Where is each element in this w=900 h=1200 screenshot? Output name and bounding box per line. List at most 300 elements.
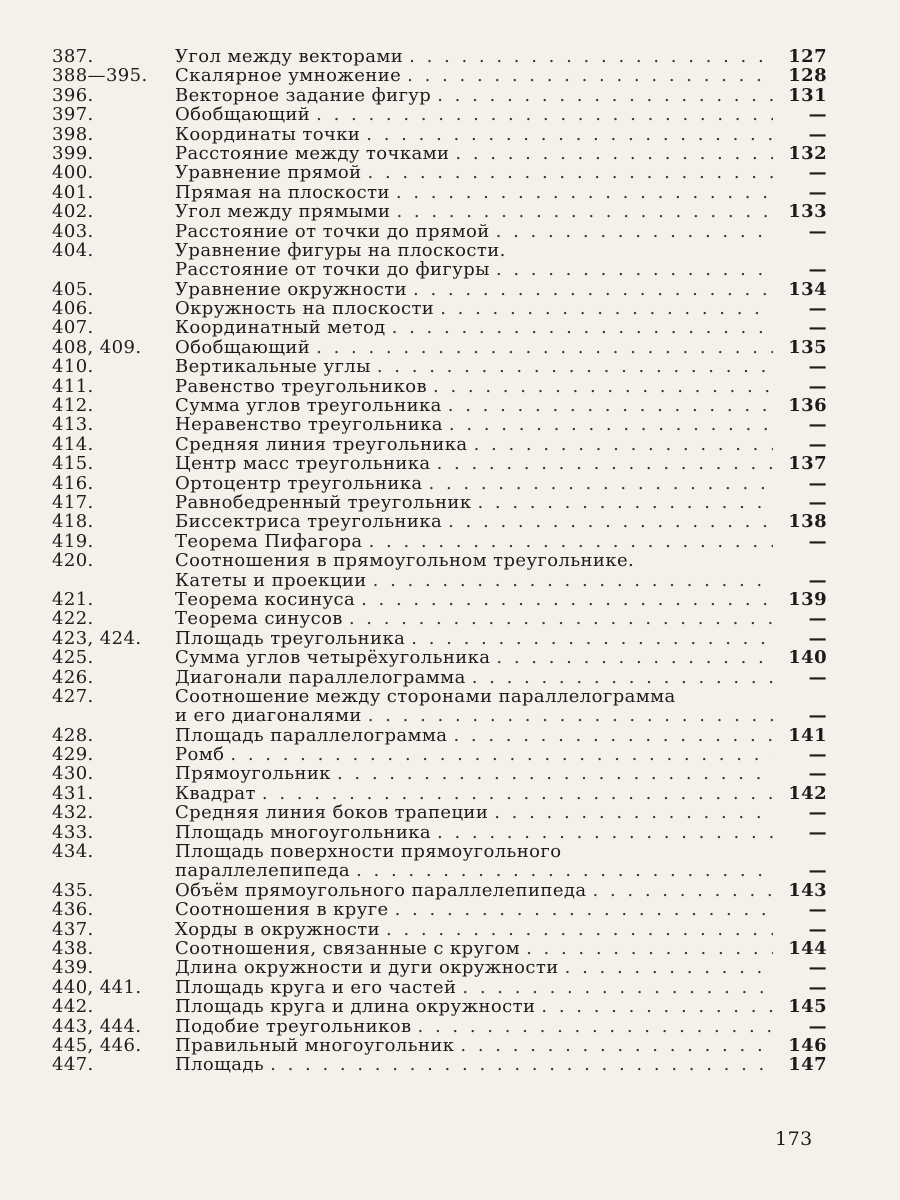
dot-leader: [448, 512, 773, 531]
toc-entry-title: Теорема синусов: [175, 608, 343, 630]
toc-entry: [52, 280, 827, 299]
toc-entry-body: [175, 318, 827, 337]
toc-entry-page: 138: [788, 511, 827, 533]
toc-entry-number: 412.: [52, 395, 94, 417]
dot-leader: [395, 900, 773, 919]
toc-entry-number: 419.: [52, 530, 94, 552]
toc-entry-body: [175, 1055, 827, 1074]
toc-entry-body: [175, 105, 827, 124]
toc-entry-number: 404.: [52, 239, 94, 261]
toc-entry-body: [175, 900, 827, 919]
toc-entry: [52, 125, 827, 144]
toc-entry-title: Объём прямоугольного параллелепипеда: [175, 879, 587, 901]
dot-leader: [437, 454, 773, 473]
dot-leader: [377, 357, 773, 376]
toc-entry: [52, 764, 827, 783]
toc-entry-number: 416.: [52, 472, 94, 494]
toc-entry-page: 137: [788, 453, 827, 475]
toc-entry-page: —: [808, 918, 827, 940]
toc-entry-page: 140: [788, 647, 827, 669]
toc-entry: [52, 745, 827, 764]
toc-entry-title: Диагонали параллелограмма: [175, 666, 466, 688]
toc-entry-title: Соотношение между сторонами параллелограмма: [175, 685, 676, 707]
toc-entry-page: —: [808, 181, 827, 203]
toc-entry: [52, 920, 827, 939]
toc-entry-number: 399.: [52, 142, 94, 164]
dot-leader: [437, 823, 773, 842]
toc-entry: [52, 1017, 827, 1036]
dot-leader: [449, 415, 773, 434]
toc-entry-body: [175, 260, 827, 279]
toc-entry: [52, 648, 827, 667]
toc-entry-body: [175, 241, 827, 260]
toc-entry-title: Неравенство треугольника: [175, 414, 443, 436]
toc-entry-page: —: [808, 356, 827, 378]
toc-entry-number: 418.: [52, 511, 94, 533]
page-number: 173: [775, 1128, 813, 1150]
toc-entry-body: [175, 1036, 827, 1055]
toc-entry: [52, 900, 827, 919]
dot-leader: [565, 958, 773, 977]
toc-entry-number: 434.: [52, 841, 94, 863]
toc-entry-number: 439.: [52, 957, 94, 979]
toc-entry: [52, 784, 827, 803]
toc-entry-title: Окружность на плоскости: [175, 298, 435, 320]
toc-entry-title: Уравнение прямой: [175, 162, 362, 184]
toc-entry-body: [175, 551, 827, 570]
toc-entry-number: 445, 446.: [52, 1034, 142, 1056]
toc-entry-number: 433.: [52, 821, 94, 843]
toc-entry-title: Сумма углов четырёхугольника: [175, 647, 491, 669]
toc-entry-body: [175, 144, 827, 163]
toc-entry-body: [175, 396, 827, 415]
toc-entry-page: —: [808, 627, 827, 649]
toc-entry-body: [175, 823, 827, 842]
toc-entry-page: 144: [788, 937, 827, 959]
dot-leader: [460, 1036, 773, 1055]
toc-entry-page: —: [808, 220, 827, 242]
toc-entry-title: Уравнение окружности: [175, 278, 408, 300]
toc-entry: [52, 939, 827, 958]
toc-entry-number: 403.: [52, 220, 94, 242]
toc-entry: [52, 532, 827, 551]
toc-entry-number: 426.: [52, 666, 94, 688]
toc-entry-number: 401.: [52, 181, 94, 203]
toc-entry-page: 142: [788, 782, 827, 804]
toc-entry-title: Расстояние от точки до прямой: [175, 220, 490, 242]
toc-entry-title: Ортоцентр треугольника: [175, 472, 423, 494]
toc-entry-title: Площадь поверхности прямоугольного: [175, 841, 562, 863]
toc-entry-body: [175, 435, 827, 454]
toc-entry-body: [175, 338, 827, 357]
toc-entry-body: [175, 920, 827, 939]
toc-entry-body: [175, 222, 827, 241]
dot-leader: [418, 1017, 773, 1036]
dot-leader: [411, 629, 773, 648]
toc-entry-title: Площадь: [175, 1054, 265, 1076]
dot-leader: [407, 66, 773, 85]
toc-entry-page: 141: [788, 724, 827, 746]
dot-leader: [361, 590, 773, 609]
toc-entry: [52, 881, 827, 900]
toc-entry-title: Теорема Пифагора: [175, 530, 363, 552]
dot-leader: [448, 396, 773, 415]
toc-entry-number: 442.: [52, 996, 94, 1018]
toc-entry-body: [175, 66, 827, 85]
toc-entry-number: 411.: [52, 375, 94, 397]
toc-entry-page: —: [808, 491, 827, 513]
toc-entry-body: [175, 842, 827, 861]
dot-leader: [437, 86, 773, 105]
dot-leader: [337, 764, 773, 783]
toc-entry-page: —: [808, 608, 827, 630]
toc-entry-number: 417.: [52, 491, 94, 513]
toc-entry-page: —: [808, 317, 827, 339]
toc-entry-number: 410.: [52, 356, 94, 378]
toc-entry-title: Соотношения, связанные с кругом: [175, 937, 521, 959]
toc-entry-body: [175, 687, 827, 706]
toc-entry-title: Расстояние между точками: [175, 142, 450, 164]
toc-entry-page: 135: [788, 336, 827, 358]
toc-entry-body: [175, 163, 827, 182]
toc-entry-body: [175, 590, 827, 609]
toc-entry: [52, 299, 827, 318]
toc-entry-number: 427.: [52, 685, 94, 707]
toc-entry-number: 402.: [52, 201, 94, 223]
toc-entry-title: Вертикальные углы: [175, 356, 371, 378]
dot-leader: [494, 803, 773, 822]
dot-leader: [474, 435, 773, 454]
toc-entry-body: [175, 183, 827, 202]
dot-leader: [396, 183, 773, 202]
dot-leader: [413, 280, 773, 299]
toc-entry-page: —: [808, 802, 827, 824]
toc-entry-page: 136: [788, 395, 827, 417]
toc-entry-body: [175, 377, 827, 396]
toc-entry-page: —: [808, 1015, 827, 1037]
toc-entry-page: 133: [788, 201, 827, 223]
toc-entry-page: 145: [788, 996, 827, 1018]
dot-leader: [462, 978, 773, 997]
dot-leader: [316, 105, 773, 124]
toc-entry-title: Равнобедренный треугольник: [175, 491, 472, 513]
toc-entry-title: Биссектриса треугольника: [175, 511, 443, 533]
toc-entry-title: Скалярное умножение: [175, 65, 402, 87]
toc-entry-number: 440, 441.: [52, 976, 142, 998]
toc-entry-body: [175, 958, 827, 977]
toc-entry-title: Соотношения в круге: [175, 899, 389, 921]
toc-entry-title: Равенство треугольников: [175, 375, 427, 397]
toc-entry-number: 421.: [52, 588, 94, 610]
toc-entry-title: Средняя линия треугольника: [175, 433, 468, 455]
toc-entry: [52, 1055, 827, 1074]
toc-entry-body: [175, 668, 827, 687]
toc-entry: [52, 842, 827, 861]
toc-entry-page: —: [808, 472, 827, 494]
toc-entry-title: Обобщающий: [175, 336, 311, 358]
dot-leader: [526, 939, 773, 958]
toc-entry-page: 128: [788, 65, 827, 87]
toc-entry-title: Сумма углов треугольника: [175, 395, 442, 417]
dot-leader: [368, 706, 773, 725]
toc-entry-title: Координаты точки: [175, 123, 361, 145]
toc-entry: [52, 474, 827, 493]
dot-leader: [409, 47, 773, 66]
toc-entry-title: Соотношения в прямоугольном треугольнике.: [175, 550, 635, 572]
toc-entry-number: 415.: [52, 453, 94, 475]
toc-entry: [52, 706, 827, 725]
toc-entry-title: Подобие треугольников: [175, 1015, 412, 1037]
toc-entry: [52, 823, 827, 842]
toc-entry-title: Теорема косинуса: [175, 588, 356, 610]
toc-entry: [52, 590, 827, 609]
toc-entry-page: —: [808, 569, 827, 591]
toc-entry-number: 388—395.: [52, 65, 148, 87]
toc-entry: [52, 377, 827, 396]
toc-entry-number: 432.: [52, 802, 94, 824]
toc-entry: [52, 609, 827, 628]
toc-entry: [52, 668, 827, 687]
toc-entry-number: 422.: [52, 608, 94, 630]
toc-entry-page: —: [808, 860, 827, 882]
toc-entry-title: Квадрат: [175, 782, 256, 804]
toc-entry-page: —: [808, 259, 827, 281]
toc-entry-title: Правильный многоугольник: [175, 1034, 455, 1056]
toc-entry-number: 413.: [52, 414, 94, 436]
toc-entry-page: —: [808, 375, 827, 397]
toc-entry-body: [175, 861, 827, 880]
toc-entry-page: 143: [788, 879, 827, 901]
toc-entry: [52, 978, 827, 997]
toc-entry-page: 127: [788, 46, 827, 67]
toc-entry-page: 147: [788, 1054, 827, 1076]
toc-entry-number: 436.: [52, 899, 94, 921]
toc-entry-body: [175, 532, 827, 551]
toc-entry-page: 134: [788, 278, 827, 300]
toc-entry-page: —: [808, 821, 827, 843]
toc-entry-body: [175, 978, 827, 997]
toc-entry-body: [175, 803, 827, 822]
dot-leader: [230, 745, 773, 764]
toc-entry-title: Расстояние от точки до фигуры: [175, 259, 490, 281]
toc-entry-title: Векторное задание фигур: [175, 84, 432, 106]
toc-entry-body: [175, 706, 827, 725]
toc-entry-title: Длина окружности и дуги окружности: [175, 957, 559, 979]
toc-entry-page: 132: [788, 142, 827, 164]
toc-entry-title: Площадь параллелограмма: [175, 724, 448, 746]
toc-entry-body: [175, 47, 827, 66]
dot-leader: [429, 474, 773, 493]
toc-entry-page: —: [808, 976, 827, 998]
toc-entry-page: —: [808, 123, 827, 145]
toc-entry: [52, 241, 827, 260]
toc-entry-title: Прямоугольник: [175, 763, 331, 785]
dot-leader: [356, 861, 773, 880]
toc-entry-body: [175, 609, 827, 628]
toc-entry-body: [175, 280, 827, 299]
toc-entry-body: [175, 299, 827, 318]
toc-entry: [52, 997, 827, 1016]
toc-entry-title: Площадь многоугольника: [175, 821, 432, 843]
toc-entry-title: Площадь круга и длина окружности: [175, 996, 536, 1018]
dot-leader: [368, 163, 773, 182]
table-of-contents: [52, 47, 827, 1075]
toc-entry: [52, 493, 827, 512]
toc-entry: [52, 861, 827, 880]
toc-entry-page: 146: [788, 1034, 827, 1056]
dot-leader: [366, 125, 773, 144]
toc-entry-body: [175, 629, 827, 648]
toc-entry-number: 398.: [52, 123, 94, 145]
toc-entry: [52, 958, 827, 977]
toc-entry-title: Средняя линия боков трапеции: [175, 802, 489, 824]
dot-leader: [541, 997, 773, 1016]
toc-entry-page: —: [808, 298, 827, 320]
toc-entry-body: [175, 648, 827, 667]
toc-entry: [52, 105, 827, 124]
dot-leader: [593, 881, 774, 900]
toc-entry-body: [175, 415, 827, 434]
toc-entry-page: —: [808, 744, 827, 766]
toc-entry-page: —: [808, 162, 827, 184]
toc-entry: [52, 86, 827, 105]
toc-entry-number: 431.: [52, 782, 94, 804]
toc-entry-title: Угол между прямыми: [175, 201, 391, 223]
dot-leader: [453, 726, 773, 745]
toc-entry-body: [175, 939, 827, 958]
toc-entry-title: и его диагоналями: [175, 705, 362, 727]
toc-entry-page: 139: [788, 588, 827, 610]
toc-entry-page: 131: [788, 84, 827, 106]
toc-entry-number: 406.: [52, 298, 94, 320]
toc-entry-page: —: [808, 414, 827, 436]
toc-entry: [52, 629, 827, 648]
toc-entry-title: Площадь круга и его частей: [175, 976, 457, 998]
toc-entry-number: 407.: [52, 317, 94, 339]
toc-entry-body: [175, 571, 827, 590]
dot-leader: [477, 493, 773, 512]
toc-entry-page: —: [808, 433, 827, 455]
dot-leader: [433, 377, 773, 396]
toc-entry: [52, 260, 827, 279]
dot-leader: [455, 144, 773, 163]
toc-entry: [52, 202, 827, 221]
toc-entry: [52, 1036, 827, 1055]
toc-entry: [52, 163, 827, 182]
toc-entry-number: 437.: [52, 918, 94, 940]
toc-entry-page: —: [808, 104, 827, 126]
toc-entry: [52, 338, 827, 357]
toc-entry: [52, 454, 827, 473]
toc-entry-page: —: [808, 530, 827, 552]
toc-entry-number: 408, 409.: [52, 336, 142, 358]
toc-entry-body: [175, 726, 827, 745]
toc-entry-page: —: [808, 666, 827, 688]
toc-entry-title: Хорды в окружности: [175, 918, 380, 940]
toc-entry-title: Центр масс треугольника: [175, 453, 431, 475]
toc-entry-number: 405.: [52, 278, 94, 300]
toc-entry-number: 420.: [52, 550, 94, 572]
toc-entry: [52, 803, 827, 822]
toc-entry-body: [175, 512, 827, 531]
toc-entry-number: 443, 444.: [52, 1015, 142, 1037]
dot-leader: [316, 338, 773, 357]
toc-entry-body: [175, 474, 827, 493]
toc-entry-body: [175, 881, 827, 900]
toc-entry-number: 438.: [52, 937, 94, 959]
toc-entry-title: Обобщающий: [175, 104, 311, 126]
toc-entry: [52, 66, 827, 85]
toc-entry: [52, 512, 827, 531]
toc-entry: [52, 144, 827, 163]
dot-leader: [396, 202, 773, 221]
toc-entry-page: —: [808, 957, 827, 979]
dot-leader: [349, 609, 773, 628]
toc-entry: [52, 551, 827, 570]
dot-leader: [373, 571, 773, 590]
toc-entry-number: 396.: [52, 84, 94, 106]
toc-entry: [52, 222, 827, 241]
dot-leader: [496, 222, 773, 241]
toc-entry-body: [175, 86, 827, 105]
toc-entry: [52, 47, 827, 66]
toc-entry-body: [175, 1017, 827, 1036]
dot-leader: [262, 784, 773, 803]
toc-entry-number: 429.: [52, 744, 94, 766]
dot-leader: [496, 260, 773, 279]
dot-leader: [386, 920, 773, 939]
dot-leader: [440, 299, 773, 318]
toc-entry-number: 387.: [52, 46, 94, 67]
toc-entry-page: —: [808, 899, 827, 921]
toc-entry: [52, 415, 827, 434]
toc-entry-body: [175, 357, 827, 376]
toc-entry-body: [175, 454, 827, 473]
toc-entry-number: 423, 424.: [52, 627, 142, 649]
toc-entry-body: [175, 745, 827, 764]
toc-entry: [52, 435, 827, 454]
toc-entry-title: Координатный метод: [175, 317, 386, 339]
toc-entry: [52, 571, 827, 590]
toc-entry-number: 428.: [52, 724, 94, 746]
toc-entry-page: —: [808, 763, 827, 785]
toc-entry: [52, 357, 827, 376]
toc-entry-body: [175, 997, 827, 1016]
toc-entry-title: Прямая на плоскости: [175, 181, 390, 203]
toc-entry-page: —: [808, 705, 827, 727]
toc-entry-number: 425.: [52, 647, 94, 669]
toc-entry: [52, 726, 827, 745]
toc-entry: [52, 687, 827, 706]
toc-entry-title: Катеты и проекции: [175, 569, 367, 591]
toc-entry-body: [175, 125, 827, 144]
toc-entry-number: 435.: [52, 879, 94, 901]
toc-entry-number: 397.: [52, 104, 94, 126]
toc-entry-title: Ромб: [175, 744, 225, 766]
toc-entry-number: 447.: [52, 1054, 94, 1076]
toc-entry-body: [175, 784, 827, 803]
toc-entry-title: Угол между векторами: [175, 46, 404, 67]
dot-leader: [496, 648, 773, 667]
toc-entry-title: Уравнение фигуры на плоскости.: [175, 239, 506, 261]
toc-entry-number: 414.: [52, 433, 94, 455]
toc-entry-body: [175, 764, 827, 783]
toc-entry: [52, 183, 827, 202]
toc-entry-title: параллелепипеда: [175, 860, 351, 882]
dot-leader: [270, 1055, 773, 1074]
toc-entry-body: [175, 202, 827, 221]
toc-entry: [52, 318, 827, 337]
